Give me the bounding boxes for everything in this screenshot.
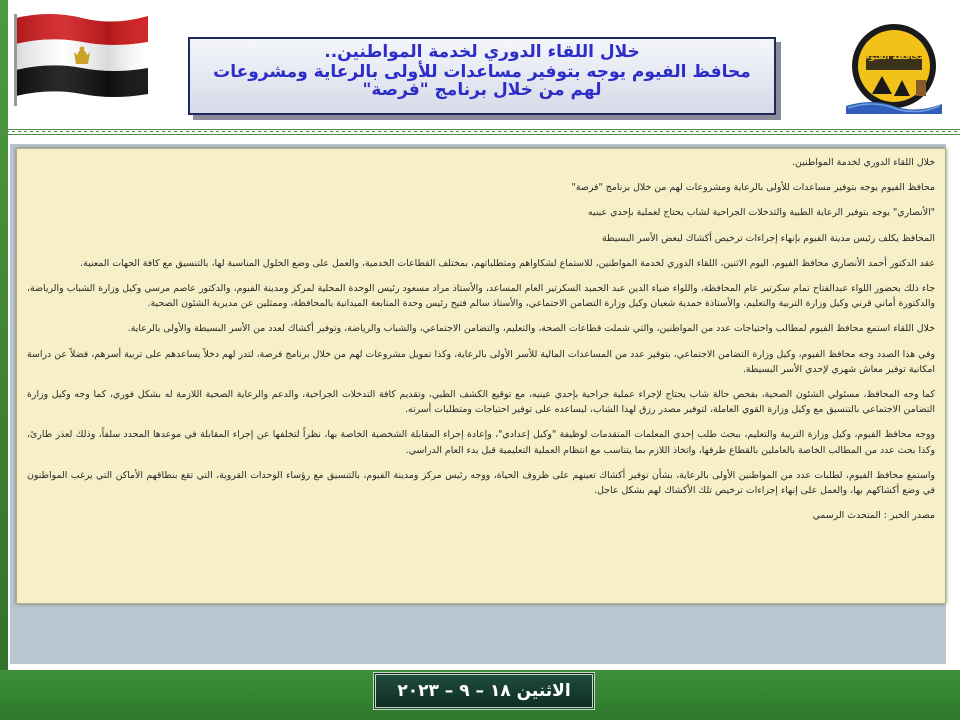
egypt-flag-icon [10,8,150,108]
article-paragraph: محافظ الفيوم يوجه بتوفير مساعدات للأولى بالرعاية ومشروعات لهم من خلال برنامج "فرصة" [571,182,935,194]
article-paragraph: وفي هذا الصدد وجه محافظ الفيوم، وكيل وزارة التضامن الاجتماعي، بتوفير عدد من المساعدات المالية للأسر الأولى بالرعاية، وكذا تمويل مشروعات لهم من خلال برنامج فرصة، لتدر لهم دخلاً يساعدهم على تربية أسرهم، فضلاً عن دراسة امكانية توفير معاش شهري لإحدي الأسر البسيطة. [27,348,935,375]
headline-line-1: خلال اللقاء الدوري لخدمة المواطنين.. [324,42,640,62]
header-divider [0,129,960,135]
article-paragraph: عقد الدكتور أحمد الأنصاري محافظ الفيوم، اليوم الاثنين، اللقاء الدوري لخدمة المواطنين، للاستماع لشكاواهم ومتطلباتهم، بمختلف القطاعات الخدمية، والعمل على وضع الحلول المناسبة لها، بالتنسيق مع كافة الجهات المعنية. [80,257,935,269]
article-paragraph: خلال اللقاء استمع محافظ الفيوم لمطالب واحتياجات عدد من المواطنين، والتي شملت قطاعات الصحة، والتعليم، والتضامن الاجتماعي، والشباب والرياضة، وتوفير أكشاك لعدد من الأسر البسيطة والأولى بالرعاية. [127,323,935,335]
header-divider-dots [0,131,960,132]
fayoum-governorate-logo [842,20,946,116]
headline-line-2: محافظ الفيوم يوجه بتوفير مساعدات للأولى بالرعاية ومشروعات لهم من خلال برنامج "فرصة" [213,62,751,100]
article-paragraph: كما وجه المحافظ، مسئولي الشئون الصحية، بفحص حالة شاب يحتاج لإجراء عملية جراحية بإحدي عينيه، مع توقيع الكشف الطبي، وتقديم كافة التدخلات الجراحية، والدعم والرعاية الصحية اللازمة له بشكل فوري، كما وجه وكيل وزارة التضامن الاجتماعي بالتنسيق مع وكيل وزارة القوي العاملة، لتوفير مصدر رزق لهذا الشاب، ليساعده على توفير احتياجات ومتطلبات أسرته. [27,389,935,416]
article-paragraph: "الأنصاري" يوجه بتوفير الرعاية الطبية والتدخلات الجراحية لشاب يحتاج لعملية بإحدي عينيه [588,207,935,219]
article-paragraph: المحافظ يكلف رئيس مدينة الفيوم بإنهاء إجراءات ترخيص أكشاك لبعض الأسر البسيطة [601,232,935,244]
article-paragraph: خلال اللقاء الدوري لخدمة المواطنين. [792,157,935,168]
logo-text: محافظة الفيوم [863,52,925,61]
article-paragraph: ووجه محافظ الفيوم، وكيل وزارة التربية والتعليم، ببحث طلب إحدي المعلمات المتقدمات لوظيفة "وكيل إعدادي"، وإعادة إجراء المقابلة الشخصية الخاصة بها، نظراً لتخلفها عن إجراء المقابلة في موعدها المحدد سلفاً، وذلك لعذر طارئ، وكذا بحث عدد من المطالب الخاصة بالعاملين بالقطاع طرفها، واتخاذ اللازم بما يتناسب مع انتظام العملية التعليمية قبل بدء العام الدراسي. [27,429,935,456]
date-badge [373,672,595,710]
article-paragraph: واستمع محافظ الفيوم، لطلبات عدد من المواطنين الأولى بالرعاية، بشأن توفير أكشاك تعينهم على ظروف الحياة، ووجه رئيس مركز ومدينة الفيوم، بالتنسيق مع رؤساء الوحدات القروية، التي تقع بنطاقهم الأماكن التي يرغب المواطنون في وضع أكشاكهم بها، والعمل على إنهاء إجراءات ترخيص تلك الأكشاك لهم بشكل عاجل. [27,469,935,497]
article-body [16,148,946,604]
headline-box [188,37,776,115]
article-source: مصدر الخبر : المتحدث الرسمي [812,510,935,522]
date-text: الاثنين ١٨ – ٩ – ٢٠٢٣ [397,681,571,701]
article-paragraph: جاء ذلك بحضور اللواء عبدالفتاح تمام سكرتير عام المحافظة، واللواء ضياء الدين عبد الحميد السكرتير العام المساعد، والأستاذ مراد مسعود رئيس الوحدة المحلية لمركز ومدينة الفيوم، والدكتور عاصم مرسي وكيل وزارة الشباب والرياضة، والدكتورة أماني قرني وكيل وزارة التربية والتعليم، والأستاذة حمدية شعبان وكيل وزارة التضامن الاجتماعي، والأستاذ سالم فتيح رئيس وحدة المتابعة الميدانية بالمحافظة، وممثلين عن مديرية الشئون الصحية. [27,283,935,310]
left-accent-stripe [0,0,8,720]
